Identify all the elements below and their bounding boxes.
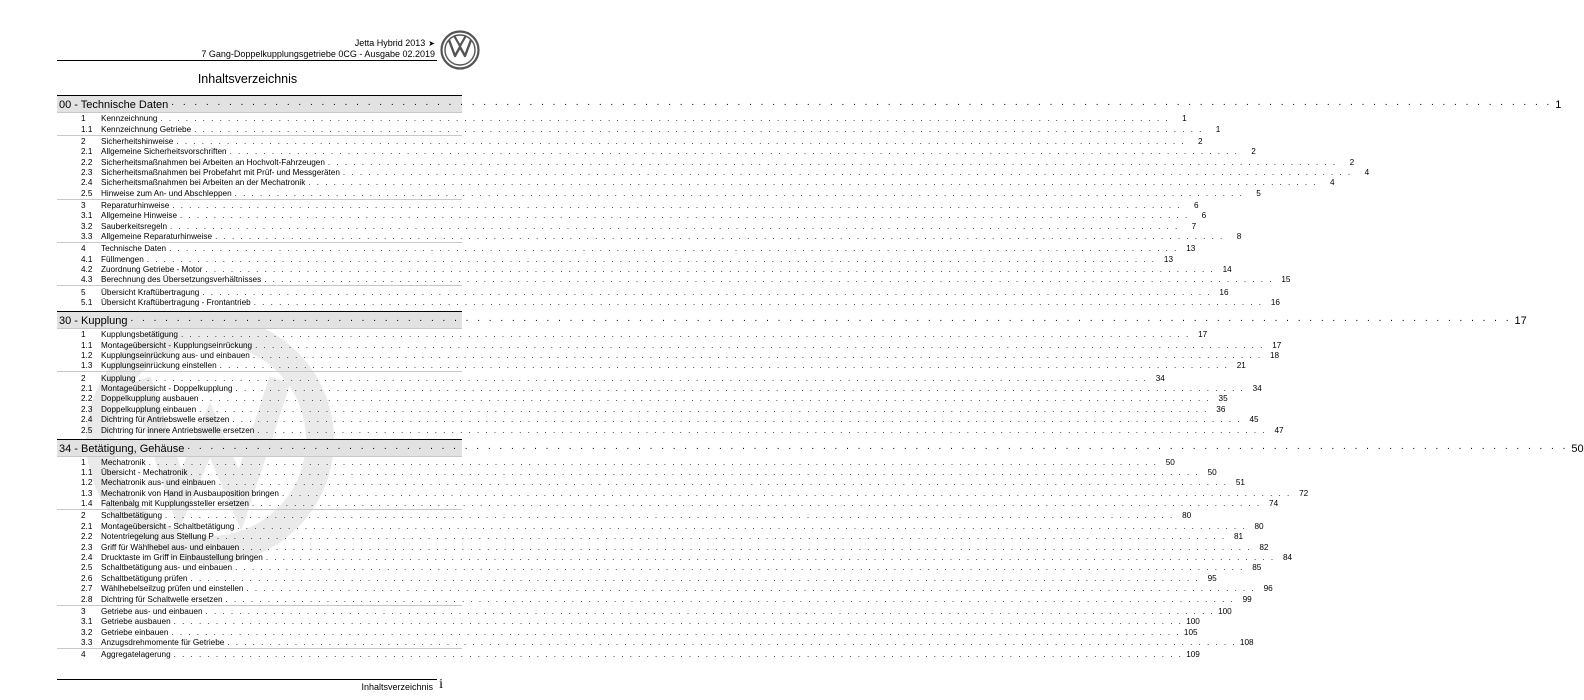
entry-number: 1.2 [81,350,93,360]
entry-number: 3 [81,200,86,210]
entry-title: Montageübersicht - Kupplungseinrückung [101,340,253,350]
toc-chapter[interactable] [57,95,1562,112]
header-rule [57,60,437,61]
entry-number: 4.3 [81,275,93,285]
entry-number: 2.2 [81,394,93,404]
leader-dots: . . . . . . . . . . . . . . . . . . . . . . . . . . . . . . . . . . . . . . . . . . . . . . . . . . . . . . . . . . . . . . . . . . . . . . . . . . . . . . . . . . . . . . . . . . . . . . . . . . . . . . . . . . . . . . . . . . . . . . . . [138,373,1148,383]
entry-page: 1 [1215,124,1221,134]
entry-number: 2.8 [81,594,93,604]
entry-number: 2.4 [81,178,93,188]
entry-title: Kennzeichnung Getriebe [101,124,192,134]
chapter-page: 50 [1571,442,1584,455]
entry-number: 5 [81,287,86,297]
entry-title: Mechatronik aus- und einbauen [101,478,216,488]
leader-dots: . . . . . . . . . . . . . . . . . . . . . . . . . . . . . . . . . . . . . . . . . . . . . . . . . . . . . . . . . . . . . . . . . . . . . . . . . . . . . . . . . . . . . . . . . . . . . . . . . . . . . . . . . . . . . . . . . . . . . . . . [216,532,1227,542]
leader-dots: . . . . . . . . . . . . . . . . . . . . . . . . . . . . . . . . . . . . . . . . . . . . . . . . . . . . . . . . . . . . . . . . . . . . . . . . . . . . . . . . . . . . . . . . . . . . . . . . . . . . . . . . . . . . . . . . . . . . . . . . [235,563,1245,573]
toc-entry[interactable] [57,188,1261,198]
entry-title: Getriebe aus- und einbauen [101,606,203,616]
entry-page: 74 [1269,499,1279,509]
entry-title: Faltenbalg mit Kupplungssteller ersetzen [101,499,249,509]
page-number: i [439,677,443,692]
entry-number: 1 [81,114,86,124]
entry-title: Montageübersicht - Doppelkupplung [101,383,233,393]
entry-number: 4.2 [81,265,93,275]
entry-page: 85 [1252,563,1262,573]
entry-number: 2.7 [81,584,93,594]
leader-dots: . . . . . . . . . . . . . . . . . . . . . . . . . . . . . . . . . . . . . . . . . . . . . . . . . . . . . . . . . . . . . . . . . . . . . . . . . . . . . . . . . . . . . . . . . . . . . . . . . . . . . . . . . . . . . . . . . . . . . . . . [234,188,1244,198]
toc-entry[interactable] [57,383,1262,394]
entry-page: 5 [1256,188,1261,198]
entry-title: Montageübersicht - Schaltbetätigung [101,521,235,531]
leader-dots: . . . . . . . . . . . . . . . . . . . . . . . . . . . . . . . . . . . . . . . . . . . . . . . . . . . . . . . . . . . . . . . . . . . . . . . . . . . . . . . . . . . . . . . . . . . . . . . . . . . . . . . . . . . . . . . . . . . . . . . . [227,637,1237,647]
entry-number: 3 [81,606,86,616]
toc-entry[interactable] [57,350,1280,361]
entry-number: 2.1 [81,383,93,393]
leader-dots: . . . . . . . . . . . . . . . . . . . . . . . . . . . . . . . . . . . . . . . . . . . . . . . . . . . . . . . . . . . . . . . . . . . . . . . . . . . . . . . . . . . . . . . . . . . . . . . . . . . . . . . . . . . . . . . . . . . . . . . . [229,147,1239,157]
entry-page: 6 [1193,200,1199,210]
leader-dots: . . . . . . . . . . . . . . . . . . . . . . . . . . . . . . . . . . . . . . . . . . . . . . . . . . . . . . . . . . . . . . . . . . . . . . . . . . . . . . . . . . . . . . . . . . . . . . . . . . . . . . . . . . . . . . . . . . . . . . . . [327,157,1338,167]
entry-title: Kupplungseinrückung aus- und einbauen [101,350,250,360]
entry-number: 4 [81,244,86,254]
entry-title: Schaltbetätigung aus- und einbauen [101,563,233,573]
toc-entry[interactable] [57,265,1232,275]
entry-page: 51 [1235,478,1245,488]
entry-title: Reparaturhinweise [101,200,170,210]
leader-dots: . . . . . . . . . . . . . . . . . . . . . . . . . . . . . . . . . . . . . . . . . . . . . . . . . . . . . . . . . . . . . . . . . . . . . . . . . . . . . . . . . . . . . . . . . . . . . . . . . . . . . . . . . . . . . . . . . . . . . . . . [232,415,1242,425]
entry-title: Übersicht - Mechatronik [101,468,188,478]
leader-dots: . . . . . . . . . . . . . . . . . . . . . . . . . . . . . . . . . . . . . . . . . . . . . . . . . . . . . . . . . . . . . . . . . . . . . . . . . . . . . . . . . . . . . . . . . . . . . . . . . . . . . . . . . . . . . . . . . . . . . . . . [130,313,1512,325]
leader-dots: . . . . . . . . . . . . . . . . . . . . . . . . . . . . . . . . . . . . . . . . . . . . . . . . . . . . . . . . . . . . . . . . . . . . . . . . . . . . . . . . . . . . . . . . . . . . . . . . . . . . . . . . . . . . . . . . . . . . . . . . [281,488,1292,498]
entry-page: 4 [1364,167,1370,177]
entry-page: 105 [1183,627,1198,637]
toc-entry[interactable] [57,584,1273,594]
entry-title: Sicherheitsmaßnahmen bei Arbeiten an der Mechatronik [101,178,306,188]
toc-entry[interactable] [57,573,1217,583]
entry-page: 34 [1155,373,1165,383]
chapter-page: 17 [1514,315,1527,328]
leader-dots: . . . . . . . . . . . . . . . . . . . . . . . . . . . . . . . . . . . . . . . . . . . . . . . . . . . . . . . . . . . . . . . . . . . . . . . . . . . . . . . . . . . . . . . . . . . . . . . . . . . . . . . . . . . . . . . . . . . . . . . . [180,211,1190,221]
leader-dots: . . . . . . . . . . . . . . . . . . . . . . . . . . . . . . . . . . . . . . . . . . . . . . . . . . . . . . . . . . . . . . . . . . . . . . . . . . . . . . . . . . . . . . . . . . . . . . . . . . . . . . . . . . . . . . . . . . . . . . . . [187,440,1569,452]
entry-number: 2.4 [81,415,93,425]
header-subtitle: 7 Gang-Doppelkupplungsgetriebe 0CG - Ausgabe 02.2019 [201,49,435,59]
entry-page: 2 [1349,157,1355,167]
chapter-page: 1 [1555,99,1562,111]
toc-entry[interactable] [57,553,1293,563]
entry-title: Notentriegelung aus Stellung P [101,532,214,542]
leader-dots: . . . . . . . . . . . . . . . . . . . . . . . . . . . . . . . . . . . . . . . . . . . . . . . . . . . . . . . . . . . . . . . . . . . . . . . . . . . . . . . . . . . . . . . . . . . . . . . . . . . . . . . . . . . . . . . . . . . . . . . . [205,265,1215,275]
entry-page: 15 [1281,275,1291,285]
leader-dots: . . . . . . . . . . . . . . . . . . . . . . . . . . . . . . . . . . . . . . . . . . . . . . . . . . . . . . . . . . . . . . . . . . . . . . . . . . . . . . . . . . . . . . . . . . . . . . . . . . . . . . . . . . . . . . . . . . . . . . . . [235,383,1245,393]
toc-entry[interactable] [57,499,1279,509]
leader-dots: . . . . . . . . . . . . . . . . . . . . . . . . . . . . . . . . . . . . . . . . . . . . . . . . . . . . . . . . . . . . . . . . . . . . . . . . . . . . . . . . . . . . . . . . . . . . . . . . . . . . . . . . . . . . . . . . . . . . . . . . [308,178,1318,188]
entry-title: Getriebe ausbauen [101,617,171,627]
toc-entry[interactable] [57,478,1245,488]
toc-entry[interactable] [57,637,1254,648]
entry-title: Kupplungseinrückung einstellen [101,361,217,371]
header-vehicle-text: Jetta Hybrid 2013 [354,38,426,48]
leader-dots: . . . . . . . . . . . . . . . . . . . . . . . . . . . . . . . . . . . . . . . . . . . . . . . . . . . . . . . . . . . . . . . . . . . . . . . . . . . . . . . . . . . . . . . . . . . . . . . . . . . . . . . . . . . . . . . . . . . . . . . . [194,124,1204,134]
leader-dots: . . . . . . . . . . . . . . . . . . . . . . . . . . . . . . . . . . . . . . . . . . . . . . . . . . . . . . . . . . . . . . . . . . . . . . . . . . . . . . . . . . . . . . . . . . . . . . . . . . . . . . . . . . . . . . . . . . . . . . . . [219,361,1229,371]
entry-number: 3.3 [81,637,93,647]
toc-entry[interactable] [57,563,1262,573]
toc-entry[interactable] [57,112,1187,124]
toc-entry[interactable] [57,328,1208,340]
leader-dots: . . . . . . . . . . . . . . . . . . . . . . . . . . . . . . . . . . . . . . . . . . . . . . . . . . . . . . . . . . . . . . . . . . . . . . . . . . . . . . . . . . . . . . . . . . . . . . . . . . . . . . . . . . . . . . . . . . . . . . . . [202,287,1212,297]
entry-number: 2.3 [81,542,93,552]
leader-dots: . . . . . . . . . . . . . . . . . . . . . . . . . . . . . . . . . . . . . . . . . . . . . . . . . . . . . . . . . . . . . . . . . . . . . . . . . . . . . . . . . . . . . . . . . . . . . . . . . . . . . . . . . . . . . . . . . . . . . . . . [201,394,1211,404]
entry-title: Übersicht Kraftübertragung - Frontantrieb [101,298,251,308]
leader-dots: . . . . . . . . . . . . . . . . . . . . . . . . . . . . . . . . . . . . . . . . . . . . . . . . . . . . . . . . . . . . . . . . . . . . . . . . . . . . . . . . . . . . . . . . . . . . . . . . . . . . . . . . . . . . . . . . . . . . . . . . [237,521,1247,531]
entry-number: 1 [81,330,86,340]
chapter-gap [57,660,462,663]
entry-page: 84 [1282,553,1293,563]
entry-page: 99 [1242,594,1252,604]
entry-title: Technische Daten [101,244,167,254]
entry-number: 3.1 [81,211,93,221]
entry-page: 1 [1182,114,1187,124]
toc-entry[interactable] [57,425,1284,435]
entry-number: 2.5 [81,563,93,573]
entry-title: Zuordnung Getriebe - Motor [101,265,203,275]
entry-number: 3.3 [81,232,93,242]
toc-chapter[interactable] [57,439,1584,456]
entry-page: 47 [1274,425,1284,435]
entry-page: 80 [1254,521,1264,531]
entry-number: 2 [81,373,86,383]
page-header [0,0,495,80]
toc-entry[interactable] [57,648,1200,660]
toc-entry[interactable] [57,157,1355,167]
leader-dots: . . . . . . . . . . . . . . . . . . . . . . . . . . . . . . . . . . . . . . . . . . . . . . . . . . . . . . . . . . . . . . . . . . . . . . . . . . . . . . . . . . . . . . . . . . . . . . . . . . . . . . . . . . . . . . . . . . . . . . . . [148,457,1158,467]
toc-entry[interactable] [57,242,1196,254]
chapter-title: 00 - Technische Daten [59,99,169,111]
entry-page: 34 [1252,383,1262,393]
entry-number: 1.2 [81,478,93,488]
chapter-title: 34 - Betätigung, Gehäuse [59,442,185,455]
toc-entry[interactable] [57,124,1221,134]
entry-page: 50 [1207,468,1217,478]
entry-page: 16 [1219,287,1229,297]
entry-page: 82 [1259,542,1269,552]
leader-dots: . . . . . . . . . . . . . . . . . . . . . . . . . . . . . . . . . . . . . . . . . . . . . . . . . . . . . . . . . . . . . . . . . . . . . . . . . . . . . . . . . . . . . . . . . . . . . . . . . . . . . . . . . . . . . . . . . . . . . . . . [169,244,1179,254]
table-of-contents [57,95,1584,663]
entry-page: 6 [1201,211,1207,221]
entry-page: 2 [1198,136,1203,146]
entry-page: 17 [1198,330,1208,340]
toc-entry[interactable] [57,371,1165,383]
entry-page: 109 [1186,650,1200,660]
leader-dots: . . . . . . . . . . . . . . . . . . . . . . . . . . . . . . . . . . . . . . . . . . . . . . . . . . . . . . . . . . . . . . . . . . . . . . . . . . . . . . . . . . . . . . . . . . . . . . . . . . . . . . . . . . . . . . . . . . . . . . . . [265,553,1276,563]
toc-entry[interactable] [57,254,1173,264]
leader-dots: . . . . . . . . . . . . . . . . . . . . . . . . . . . . . . . . . . . . . . . . . . . . . . . . . . . . . . . . . . . . . . . . . . . . . . . . . . . . . . . . . . . . . . . . . . . . . . . . . . . . . . . . . . . . . . . . . . . . . . . . [165,511,1175,521]
toc-entry[interactable] [57,509,1192,521]
entry-number: 2.3 [81,167,93,177]
toc-entry[interactable] [57,594,1252,604]
leader-dots: . . . . . . . . . . . . . . . . . . . . . . . . . . . . . . . . . . . . . . . . . . . . . . . . . . . . . . . . . . . . . . . . . . . . . . . . . . . . . . . . . . . . . . . . . . . . . . . . . . . . . . . . . . . . . . . . . . . . . . . . [215,232,1225,242]
entry-page: 108 [1239,637,1254,647]
entry-title: Kupplungsbetätigung [101,330,178,340]
leader-dots: . . . . . . . . . . . . . . . . . . . . . . . . . . . . . . . . . . . . . . . . . . . . . . . . . . . . . . . . . . . . . . . . . . . . . . . . . . . . . . . . . . . . . . . . . . . . . . . . . . . . . . . . . . . . . . . . . . . . . . . . [180,330,1191,340]
toc-entry[interactable] [57,211,1207,221]
vw-logo-icon [440,30,480,70]
entry-number: 1.1 [81,468,93,478]
toc-entry[interactable] [57,532,1244,542]
entry-number: 1.3 [81,488,93,498]
entry-title: Sicherheitsmaßnahmen bei Arbeiten an Hochvolt-Fahrzeugen [101,157,325,167]
page-title: Inhaltsverzeichnis [197,72,298,86]
leader-dots: . . . . . . . . . . . . . . . . . . . . . . . . . . . . . . . . . . . . . . . . . . . . . . . . . . . . . . . . . . . . . . . . . . . . . . . . . . . . . . . . . . . . . . . . . . . . . . . . . . . . . . . . . . . . . . . . . . . . . . . . [190,468,1200,478]
entry-title: Aggregatelagerung [101,650,171,660]
entry-title: Dichtring für Schaltwelle ersetzen [101,594,223,604]
entry-page: 4 [1330,178,1335,188]
entry-page: 2 [1251,147,1256,157]
entry-number: 3.1 [81,617,93,627]
entry-number: 2.3 [81,404,93,414]
entry-title: Getriebe einbauen [101,627,169,637]
leader-dots: . . . . . . . . . . . . . . . . . . . . . . . . . . . . . . . . . . . . . . . . . . . . . . . . . . . . . . . . . . . . . . . . . . . . . . . . . . . . . . . . . . . . . . . . . . . . . . . . . . . . . . . . . . . . . . . . . . . . . . . . [218,478,1228,488]
entry-title: Dichtring für Antriebswelle ersetzen [101,415,230,425]
entry-number: 2.4 [81,553,93,563]
toc-entry[interactable] [57,488,1309,498]
entry-number: 2 [81,136,86,146]
entry-number: 2 [81,511,86,521]
entry-title: Griff für Wählhebel aus- und einbauen [101,542,240,552]
entry-number: 2.5 [81,188,93,198]
entry-title: Schaltbetätigung [101,511,162,521]
toc-entry[interactable] [57,468,1217,478]
footer-label: Inhaltsverzeichnis [361,682,433,692]
leader-dots: . . . . . . . . . . . . . . . . . . . . . . . . . . . . . . . . . . . . . . . . . . . . . . . . . . . . . . . . . . . . . . . . . . . . . . . . . . . . . . . . . . . . . . . . . . . . . . . . . . . . . . . . . . . . . . . . . . . . . . . . [171,627,1181,637]
entry-page: 95 [1207,573,1217,583]
leader-dots: . . . . . . . . . . . . . . . . . . . . . . . . . . . . . . . . . . . . . . . . . . . . . . . . . . . . . . . . . . . . . . . . . . . . . . . . . . . . . . . . . . . . . . . . . . . . . . . . . . . . . . . . . . . . . . . . . . . . . . . . [146,254,1156,264]
arrow-right-icon: ➤ [428,39,435,48]
leader-dots: . . . . . . . . . . . . . . . . . . . . . . . . . . . . . . . . . . . . . . . . . . . . . . . . . . . . . . . . . . . . . . . . . . . . . . . . . . . . . . . . . . . . . . . . . . . . . . . . . . . . . . . . . . . . . . . . . . . . . . . . [246,584,1256,594]
entry-title: Allgemeine Reparaturhinweise [101,232,213,242]
leader-dots: . . . . . . . . . . . . . . . . . . . . . . . . . . . . . . . . . . . . . . . . . . . . . . . . . . . . . . . . . . . . . . . . . . . . . . . . . . . . . . . . . . . . . . . . . . . . . . . . . . . . . . . . . . . . . . . . . . . . . . . . [172,200,1182,210]
toc-chapter[interactable] [57,311,1527,328]
entry-title: Mechatronik [101,457,146,467]
entry-title: Doppelkupplung einbauen [101,404,197,414]
leader-dots: . . . . . . . . . . . . . . . . . . . . . . . . . . . . . . . . . . . . . . . . . . . . . . . . . . . . . . . . . . . . . . . . . . . . . . . . . . . . . . . . . . . . . . . . . . . . . . . . . . . . . . . . . . . . . . . . . . . . . . . . [205,606,1215,616]
entry-page: 8 [1236,232,1242,242]
entry-page: 18 [1269,350,1280,360]
entry-title: Kennzeichnung [101,114,158,124]
toc-entry[interactable] [57,617,1200,627]
leader-dots: . . . . . . . . . . . . . . . . . . . . . . . . . . . . . . . . . . . . . . . . . . . . . . . . . . . . . . . . . . . . . . . . . . . . . . . . . . . . . . . . . . . . . . . . . . . . . . . . . . . . . . . . . . . . . . . . . . . . . . . . [190,573,1200,583]
entry-page: 14 [1222,265,1232,275]
leader-dots: . . . . . . . . . . . . . . . . . . . . . . . . . . . . . . . . . . . . . . . . . . . . . . . . . . . . . . . . . . . . . . . . . . . . . . . . . . . . . . . . . . . . . . . . . . . . . . . . . . . . . . . . . . . . . . . . . . . . . . . . [264,275,1274,285]
entry-number: 2.5 [81,425,93,435]
entry-page: 17 [1272,340,1282,350]
entry-title: Dichtring für innere Antriebswelle ersetzen [101,425,255,435]
toc-entry[interactable] [57,404,1226,414]
entry-title: Sauberkeitsregeln [101,221,167,231]
chapter-title: 30 - Kupplung [59,315,128,328]
entry-number: 2.2 [81,157,93,167]
entry-title: Anzugsdrehmomente für Getriebe [101,637,225,647]
entry-page: 13 [1163,254,1173,264]
entry-number: 1.3 [81,361,93,371]
entry-title: Sicherheitsmaßnahmen bei Probefahrt mit Prüf- und Messgeräten [101,167,340,177]
leader-dots: . . . . . . . . . . . . . . . . . . . . . . . . . . . . . . . . . . . . . . . . . . . . . . . . . . . . . . . . . . . . . . . . . . . . . . . . . . . . . . . . . . . . . . . . . . . . . . . . . . . . . . . . . . . . . . . . . . . . . . . . [160,114,1170,124]
entry-page: 100 [1186,617,1200,627]
entry-page: 96 [1263,584,1273,594]
leader-dots: . . . . . . . . . . . . . . . . . . . . . . . . . . . . . . . . . . . . . . . . . . . . . . . . . . . . . . . . . . . . . . . . . . . . . . . . . . . . . . . . . . . . . . . . . . . . . . . . . . . . . . . . . . . . . . . . . . . . . . . . [170,221,1180,231]
toc-entry[interactable] [57,167,1370,178]
toc-entry[interactable] [57,232,1242,242]
toc-entry[interactable] [57,199,1199,211]
entry-page: 21 [1236,361,1246,371]
entry-title: Allgemeine Sicherheitsvorschriften [101,147,227,157]
entry-page: 100 [1218,606,1232,616]
entry-page: 36 [1216,404,1226,414]
toc-entry[interactable] [57,178,1335,188]
entry-title: Sicherheitshinweise [101,136,174,146]
entry-title: Schaltbetätigung prüfen [101,573,188,583]
leader-dots: . . . . . . . . . . . . . . . . . . . . . . . . . . . . . . . . . . . . . . . . . . . . . . . . . . . . . . . . . . . . . . . . . . . . . . . . . . . . . . . . . . . . . . . . . . . . . . . . . . . . . . . . . . . . . . . . . . . . . . . . [242,542,1252,552]
entry-number: 1.1 [81,124,93,134]
toc-entry[interactable] [57,415,1259,425]
entry-page: 7 [1191,221,1197,231]
leader-dots: . . . . . . . . . . . . . . . . . . . . . . . . . . . . . . . . . . . . . . . . . . . . . . . . . . . . . . . . . . . . . . . . . . . . . . . . . . . . . . . . . . . . . . . . . . . . . . . . . . . . . . . . . . . . . . . . . . . . . . . . [173,617,1183,627]
entry-number: 5.1 [81,298,93,308]
toc-entry[interactable] [57,298,1280,308]
entry-title: Berechnung des Übersetzungsverhältnisses [101,275,262,285]
toc-entry[interactable] [57,340,1282,350]
leader-dots: . . . . . . . . . . . . . . . . . . . . . . . . . . . . . . . . . . . . . . . . . . . . . . . . . . . . . . . . . . . . . . . . . . . . . . . . . . . . . . . . . . . . . . . . . . . . . . . . . . . . . . . . . . . . . . . . . . . . . . . . [176,136,1186,146]
entry-number: 2.1 [81,521,93,531]
entry-number: 3.2 [81,627,93,637]
leader-dots: . . . . . . . . . . . . . . . . . . . . . . . . . . . . . . . . . . . . . . . . . . . . . . . . . . . . . . . . . . . . . . . . . . . . . . . . . . . . . . . . . . . . . . . . . . . . . . . . . . . . . . . . . . . . . . . . . . . . . . . . [255,340,1265,350]
entry-number: 2.1 [81,147,93,157]
entry-title: Hinweise zum An- und Abschleppen [101,188,232,198]
entry-page: 35 [1218,394,1228,404]
leader-dots: . . . . . . . . . . . . . . . . . . . . . . . . . . . . . . . . . . . . . . . . . . . . . . . . . . . . . . . . . . . . . . . . . . . . . . . . . . . . . . . . . . . . . . . . . . . . . . . . . . . . . . . . . . . . . . . . . . . . . . . . [253,298,1263,308]
leader-dots: . . . . . . . . . . . . . . . . . . . . . . . . . . . . . . . . . . . . . . . . . . . . . . . . . . . . . . . . . . . . . . . . . . . . . . . . . . . . . . . . . . . . . . . . . . . . . . . . . . . . . . . . . . . . . . . . . . . . . . . . [199,404,1209,414]
entry-page: 13 [1186,244,1196,254]
toc-entry[interactable] [57,542,1269,552]
toc-entry[interactable] [57,135,1203,147]
toc-entry[interactable] [57,627,1198,637]
toc-entry[interactable] [57,605,1232,617]
toc-entry[interactable] [57,521,1264,531]
entry-title: Wählhebelseilzug prüfen und einstellen [101,584,244,594]
leader-dots: . . . . . . . . . . . . . . . . . . . . . . . . . . . . . . . . . . . . . . . . . . . . . . . . . . . . . . . . . . . . . . . . . . . . . . . . . . . . . . . . . . . . . . . . . . . . . . . . . . . . . . . . . . . . . . . . . . . . . . . . [173,650,1183,660]
toc-entry[interactable] [57,221,1197,231]
entry-page: 72 [1299,488,1309,498]
toc-entry[interactable] [57,394,1228,404]
entry-title: Allgemeine Hinweise [101,211,177,221]
entry-number: 4.1 [81,254,93,264]
entry-number: 1.4 [81,499,93,509]
entry-number: 4 [81,650,86,660]
entry-page: 50 [1165,457,1175,467]
footer-rule [57,679,437,680]
toc-entry[interactable] [57,275,1291,285]
entry-title: Füllmengen [101,254,144,264]
leader-dots: . . . . . . . . . . . . . . . . . . . . . . . . . . . . . . . . . . . . . . . . . . . . . . . . . . . . . . . . . . . . . . . . . . . . . . . . . . . . . . . . . . . . . . . . . . . . . . . . . . . . . . . . . . . . . . . . . . . . . . . . [251,499,1262,509]
entry-title: Übersicht Kraftübertragung [101,287,200,297]
leader-dots: . . . . . . . . . . . . . . . . . . . . . . . . . . . . . . . . . . . . . . . . . . . . . . . . . . . . . . . . . . . . . . . . . . . . . . . . . . . . . . . . . . . . . . . . . . . . . . . . . . . . . . . . . . . . . . . . . . . . . . . . [342,167,1353,177]
entry-title: Drucktaste im Griff in Einbaustellung bringen [101,553,263,563]
entry-title: Doppelkupplung ausbauen [101,394,199,404]
entry-title: Mechatronik von Hand in Ausbauposition bringen [101,488,279,498]
leader-dots: . . . . . . . . . . . . . . . . . . . . . . . . . . . . . . . . . . . . . . . . . . . . . . . . . . . . . . . . . . . . . . . . . . . . . . . . . . . . . . . . . . . . . . . . . . . . . . . . . . . . . . . . . . . . . . . . . . . . . . . . [252,350,1263,360]
entry-number: 1.1 [81,340,93,350]
entry-page: 45 [1249,415,1259,425]
entry-number: 1 [81,457,86,467]
entry-page: 16 [1270,298,1280,308]
entry-number: 2.2 [81,532,93,542]
entry-number: 2.6 [81,573,93,583]
toc-entry[interactable] [57,456,1175,468]
leader-dots: . . . . . . . . . . . . . . . . . . . . . . . . . . . . . . . . . . . . . . . . . . . . . . . . . . . . . . . . . . . . . . . . . . . . . . . . . . . . . . . . . . . . . . . . . . . . . . . . . . . . . . . . . . . . . . . . . . . . . . . . [225,594,1235,604]
entry-title: Kupplung [101,373,136,383]
leader-dots: . . . . . . . . . . . . . . . . . . . . . . . . . . . . . . . . . . . . . . . . . . . . . . . . . . . . . . . . . . . . . . . . . . . . . . . . . . . . . . . . . . . . . . . . . . . . . . . . . . . . . . . . . . . . . . . . . . . . . . . . [257,425,1267,435]
entry-page: 80 [1182,511,1192,521]
entry-page: 81 [1234,532,1244,542]
entry-number: 3.2 [81,221,93,231]
toc-entry[interactable] [57,147,1256,157]
toc-entry[interactable] [57,361,1246,371]
toc-entry[interactable] [57,285,1229,297]
header-vehicle [355,38,435,48]
leader-dots: . . . . . . . . . . . . . . . . . . . . . . . . . . . . . . . . . . . . . . . . . . . . . . . . . . . . . . . . . . . . . . . . . . . . . . . . . . . . . . . . . . . . . . . . . . . . . . . . . . . . . . . . . . . . . . . . . . . . . . . . [171,97,1553,108]
